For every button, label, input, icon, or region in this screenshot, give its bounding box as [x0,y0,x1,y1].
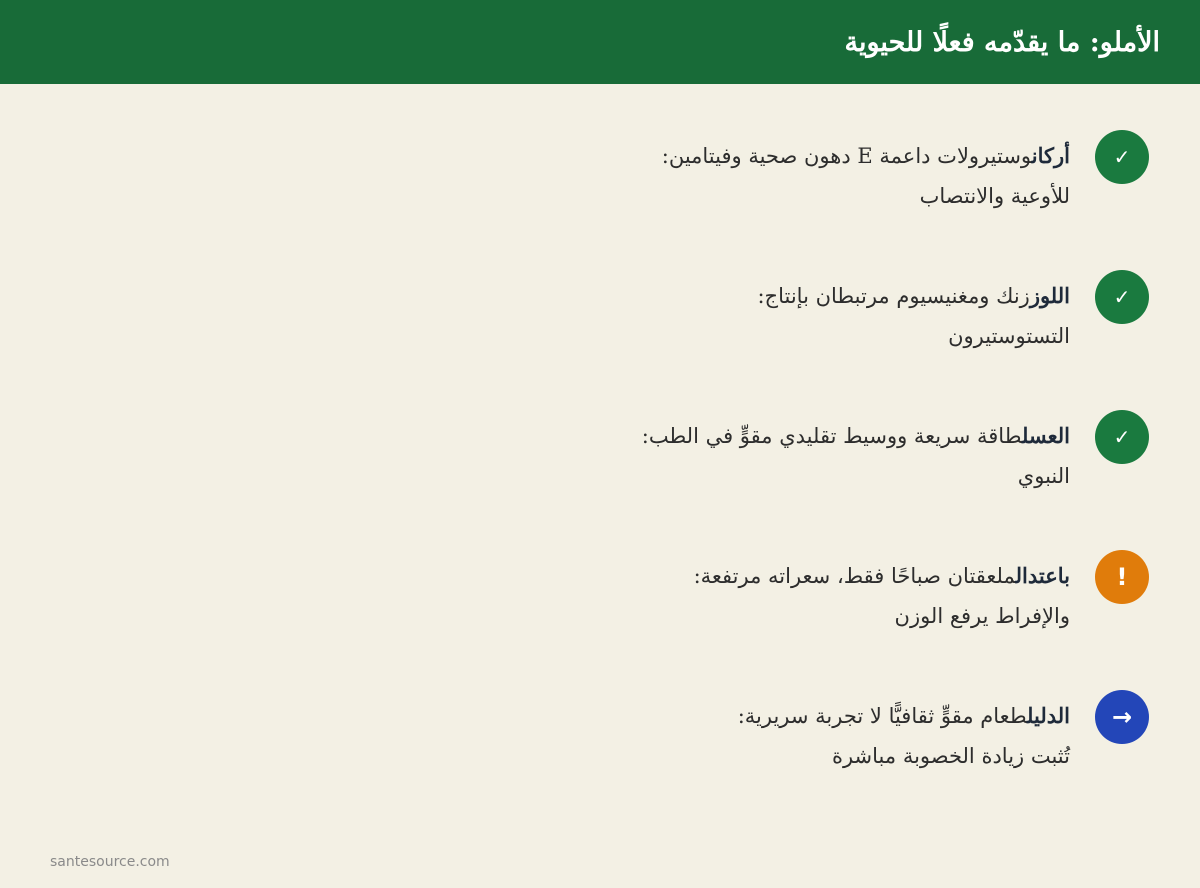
item-text [630,556,1070,636]
list-item [0,256,1200,396]
item-text [630,276,1070,356]
item-keyword: اللوز [1029,283,1070,308]
item-text [630,416,1070,496]
arrow-right-icon: → [1095,690,1149,744]
item-text [630,136,1070,216]
list-item [0,116,1200,256]
page-header [0,0,1200,84]
item-description: طعام مقوٍّ ثقافيًّا لا تجربة سريرية: [737,704,1028,728]
item-text [630,696,1070,776]
item-keyword: الدليل [1027,703,1070,728]
item-description: ملعقتان صباحًا فقط، سعراته مرتفعة: [693,564,1016,588]
warning-icon: ! [1095,550,1149,604]
item-description-continued: النبوي [1017,464,1070,488]
item-description-continued: تُثبت زيادة الخصوبة مباشرة [831,744,1070,768]
check-icon: ✓ [1095,410,1149,464]
item-keyword: العسل [1021,423,1070,448]
item-description-continued: للأوعية والانتصاب [919,184,1070,208]
benefits-list [0,116,1200,816]
page-title: الأملو: ما يقدّمه فعلًا للحيوية [844,26,1160,58]
list-item [0,396,1200,536]
source-credit: santesource.com [50,854,170,870]
item-description: زنك ومغنيسيوم مرتبطان بإنتاج: [757,284,1030,308]
check-icon: ✓ [1095,130,1149,184]
item-description: وستيرولات داعمة E دهون صحية وفيتامين: [661,144,1032,168]
item-keyword: باعتدال [1015,563,1070,588]
check-icon: ✓ [1095,270,1149,324]
item-description: طاقة سريعة ووسيط تقليدي مقوٍّ في الطب: [641,424,1022,448]
item-keyword: أركان [1031,143,1070,168]
list-item [0,536,1200,676]
list-item [0,676,1200,816]
item-description-continued: التستوستيرون [948,324,1070,348]
item-description-continued: والإفراط يرفع الوزن [894,604,1070,628]
